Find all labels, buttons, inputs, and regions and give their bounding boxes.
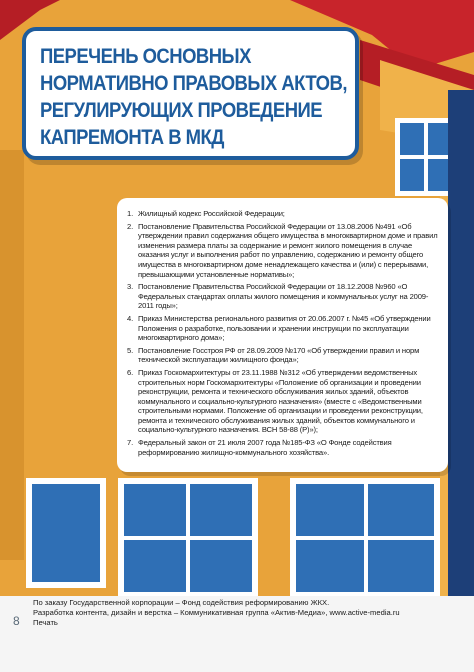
list-item: [127, 314, 441, 343]
item-text: Федеральный закон от 21 июля 2007 года №185-ФЗ «О Фонде содействия реформированию жилищно-коммунального хозяйства».: [138, 438, 392, 457]
footer-credits: [33, 598, 453, 628]
list-item: [127, 282, 441, 311]
item-text: Приказ Госкомархитектуры от 23.11.1988 №312 «Об утверждении ведомственных строительных норм Госкомархитектуры «Положение об организации и проведении реконструкции, ремонта и технического обслуживания жилых зданий, объектов коммунального и социально-культурного назначения» (вместе с «Ведомственными строительными нормами. Положение об организации и проведении реконструкции, ремонта и технического обслуживания жилых зданий, объектов коммунального и социально-культурного назначения. ВСН 58-88 (Р)»);: [138, 367, 423, 435]
page-number: 8: [13, 614, 20, 628]
item-number: 3.: [127, 282, 134, 292]
item-number: 5.: [127, 345, 134, 355]
windows-lower-left: [118, 478, 258, 598]
item-number: 4.: [127, 313, 134, 323]
title-line: РЕГУЛИРУЮЩИХ ПРОВЕДЕНИЕ: [40, 99, 323, 122]
list-item: [127, 438, 441, 457]
item-number: 7.: [127, 438, 134, 448]
item-number: 1.: [127, 209, 134, 218]
acts-list-box: [117, 198, 448, 472]
page-title: [40, 43, 347, 151]
item-text: Приказ Министерства регионального развития от 20.06.2007 г. №45 «Об утверждении Положения о разработке, пользовании и хранении инструкции по эксплуатации многоквартирного дома»;: [138, 313, 431, 343]
list-item: [127, 346, 441, 365]
item-number: 2.: [127, 221, 134, 231]
list-item: [127, 209, 441, 219]
title-box: [22, 27, 359, 160]
title-line: КАПРЕМОНТА В МКД: [40, 126, 224, 149]
footer-line: Печать: [33, 618, 58, 627]
footer-line: Разработка контента, дизайн и верстка – Коммуникативная группа «Актив-Медиа», www.active-media.ru: [33, 608, 400, 617]
item-text: Жилищный кодекс Российской Федерации;: [138, 209, 285, 218]
item-text: Постановление Правительства Российской Федерации от 18.12.2008 №960 «О Федеральных стандартах оплаты жилого помещения и коммунальных услуг на 2009-2011 годы»;: [138, 282, 429, 311]
acts-list: [127, 209, 441, 460]
list-item: [127, 368, 441, 435]
footer-line: По заказу Государственной корпорации – Фонд содействия реформированию ЖКХ.: [33, 598, 330, 607]
list-item: [127, 222, 441, 280]
item-number: 6.: [127, 367, 134, 377]
windows-upper: [395, 118, 457, 196]
windows-lower-right: [290, 478, 440, 598]
item-text: Постановление Правительства Российской Федерации от 13.08.2006 №491 «Об утверждении правил содержания общего имущества в многоквартирном доме и правил изменения размера платы за содержание и ремонт жилого помещения в случае оказания услуг и выполнения работ по управлению, содержанию и ремонту общего имущества в многоквартирном доме ненадлежащего качества и (или) с перерывами, превышающими установленные нормативы»;: [138, 221, 438, 279]
item-text: Постановление Госстроя РФ от 28.09.2009 №170 «Об утверждении правил и норм технической эксплуатации жилищного фонда»;: [138, 345, 420, 365]
title-line: ПЕРЕЧЕНЬ ОСНОВНЫХ: [40, 45, 251, 68]
title-line: НОРМАТИВНО ПРАВОВЫХ АКТОВ,: [40, 72, 347, 95]
